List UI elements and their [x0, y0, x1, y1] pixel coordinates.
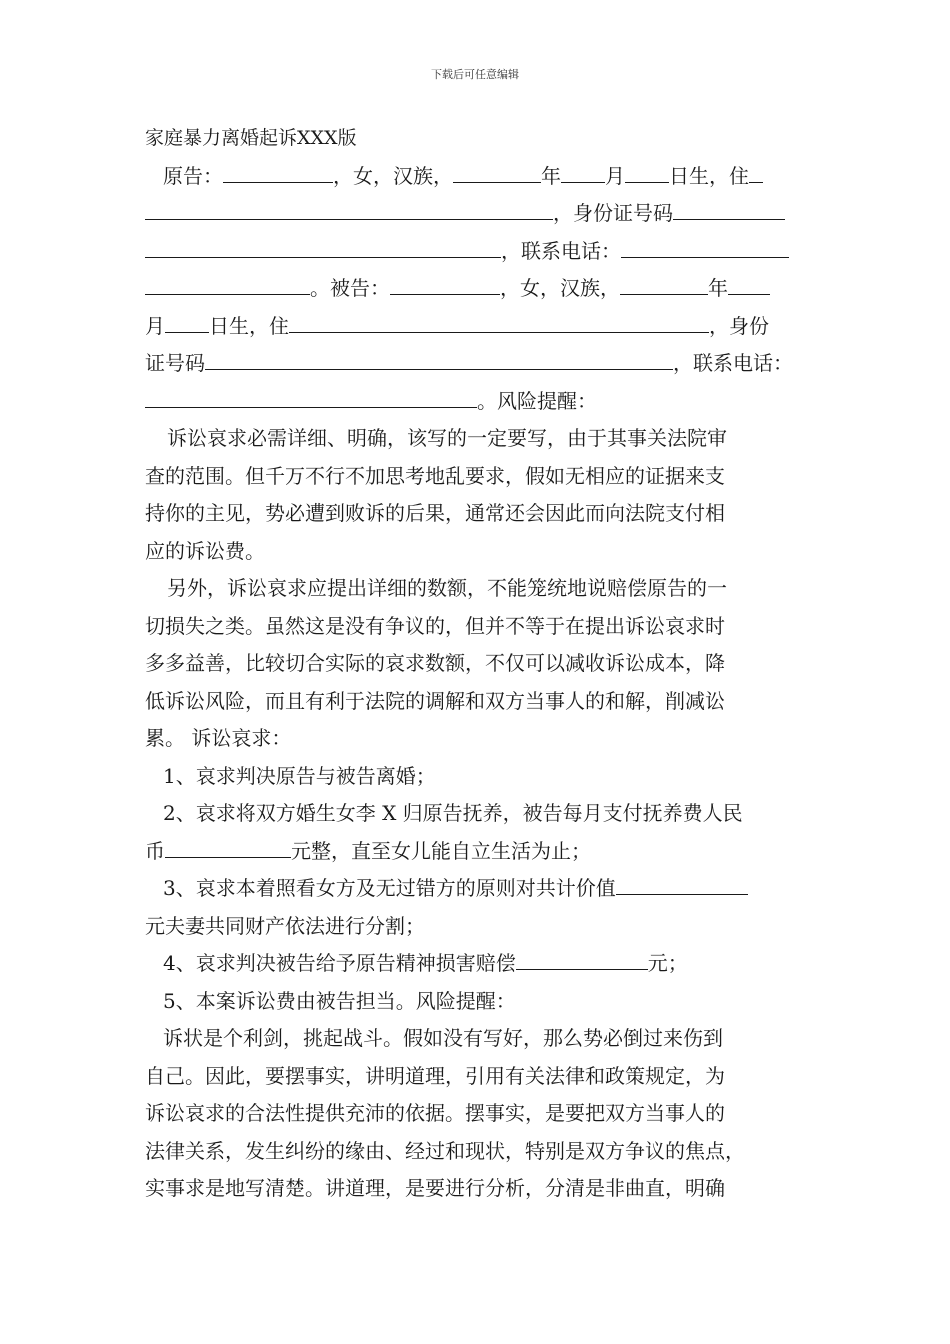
paragraph-line: 自己。因此，要摆事实，讲明道理，引用有关法律和政策规定，为 [145, 1063, 725, 1088]
form-text: 元； [647, 951, 688, 975]
paragraph-line: 多多益善，比较切合实际的哀求数额，不仅可以减收诉讼成本，降 [145, 651, 725, 675]
paragraph-line: 诉讼哀求必需详细、明确，该写的一定要写，由于其事关法院审 [167, 426, 727, 450]
form-text: 原告： [163, 163, 223, 188]
fill-blank [165, 835, 291, 858]
form-text: 证号码 [145, 351, 205, 375]
paragraph-line: 实事求是地写清楚。讲道理，是要进行分析，分清是非曲直，明确 [145, 1176, 725, 1200]
paragraph-line: 查的范围。但千万不行不加思考地乱要求，假如无相应的证据来支 [145, 463, 725, 488]
form-text: ，联系电话： [673, 351, 793, 375]
form-text: ，身份证号码 [553, 201, 673, 225]
fill-blank [616, 872, 748, 895]
fill-blank [145, 197, 553, 220]
fill-blank [673, 197, 785, 220]
paragraph-line: 诉状是个利剑，挑起战斗。假如没有写好，那么势必倒过来伤到 [163, 1026, 723, 1050]
form-text: ，女，汉族， [333, 163, 453, 188]
form-text: 。风险提醒： [477, 388, 597, 413]
page-header-note: 下载后可任意编辑 [431, 68, 519, 81]
claim-item-5: 5、本案诉讼费由被告担当。风险提醒： [163, 988, 516, 1013]
claim-item-3-cont: 元夫妻共同财产依法进行分割； [145, 913, 425, 938]
form-text: 3、哀求本着照看女方及无过错方的原则对共计价值 [163, 876, 616, 900]
fill-blank [390, 272, 500, 295]
paragraph-line: 低诉讼风险，而且有利于法院的调解和双方当事人的和解，削减讼 [145, 688, 725, 713]
fill-blank [625, 160, 669, 183]
form-line-7 [145, 383, 807, 421]
fill-blank [453, 160, 541, 183]
fill-blank [620, 272, 708, 295]
fill-blank [289, 310, 709, 333]
form-text: 币 [145, 838, 165, 863]
claim-item-2-cont [145, 833, 807, 871]
form-text: ，身份 [709, 313, 769, 338]
form-text: 月 [145, 313, 165, 338]
paragraph-line: 累。 诉讼哀求： [145, 726, 292, 750]
paragraph-line: 持你的主见，势必遭到败诉的后果，通常还会因此而向法院支付相 [145, 501, 725, 525]
form-line-6 [145, 345, 807, 383]
fill-blank [516, 947, 648, 970]
paragraph-line: 另外，诉讼哀求应提出详细的数额，不能笼统地说赔偿原告的一 [167, 576, 727, 600]
form-text: 日生，住 [209, 313, 289, 338]
fill-blank [205, 347, 673, 370]
claim-item-2: 2、哀求将双方婚生女李 X 归原告抚养，被告每月支付抚养费人民 [163, 801, 743, 825]
fill-blank [145, 235, 501, 258]
fill-blank [165, 310, 209, 333]
claim-item-3 [145, 870, 807, 908]
form-line-3 [145, 233, 807, 271]
form-text: ，女，汉族， [500, 276, 620, 300]
form-text: 日生，住 [669, 163, 749, 188]
claim-item-1: 1、哀求判决原告与被告离婚； [163, 763, 436, 788]
paragraph-line: 应的诉讼费。 [145, 538, 265, 563]
form-line-4 [145, 270, 807, 308]
fill-blank [728, 272, 770, 295]
fill-blank [145, 385, 477, 408]
document-body [145, 120, 807, 1208]
form-text: 月 [605, 163, 625, 188]
fill-blank [621, 235, 789, 258]
paragraph-line: 法律关系，发生纠纷的缘由、经过和现状，特别是双方争议的焦点， [145, 1138, 745, 1163]
fill-blank [145, 272, 310, 295]
form-line-5 [145, 308, 807, 346]
document-title: 家庭暴力离婚起诉XXX版 [145, 127, 357, 149]
form-text: 元整，直至女儿能自立生活为止； [291, 838, 591, 863]
form-text: 。被告： [310, 276, 390, 300]
form-text: 4、哀求判决被告给予原告精神损害赔偿 [163, 951, 516, 975]
fill-blank [561, 160, 605, 183]
claim-item-4 [145, 945, 807, 983]
fill-blank [223, 160, 333, 183]
form-text: 年 [541, 163, 561, 188]
form-text: 年 [708, 276, 728, 300]
form-line-1 [145, 158, 807, 196]
form-text: ，联系电话： [501, 238, 621, 263]
paragraph-line: 诉讼哀求的合法性提供充沛的依据。摆事实，是要把双方当事人的 [145, 1101, 725, 1125]
fill-blank [749, 160, 763, 183]
form-line-2 [145, 195, 807, 233]
paragraph-line: 切损失之类。虽然这是没有争议的，但并不等于在提出诉讼哀求时 [145, 613, 725, 638]
